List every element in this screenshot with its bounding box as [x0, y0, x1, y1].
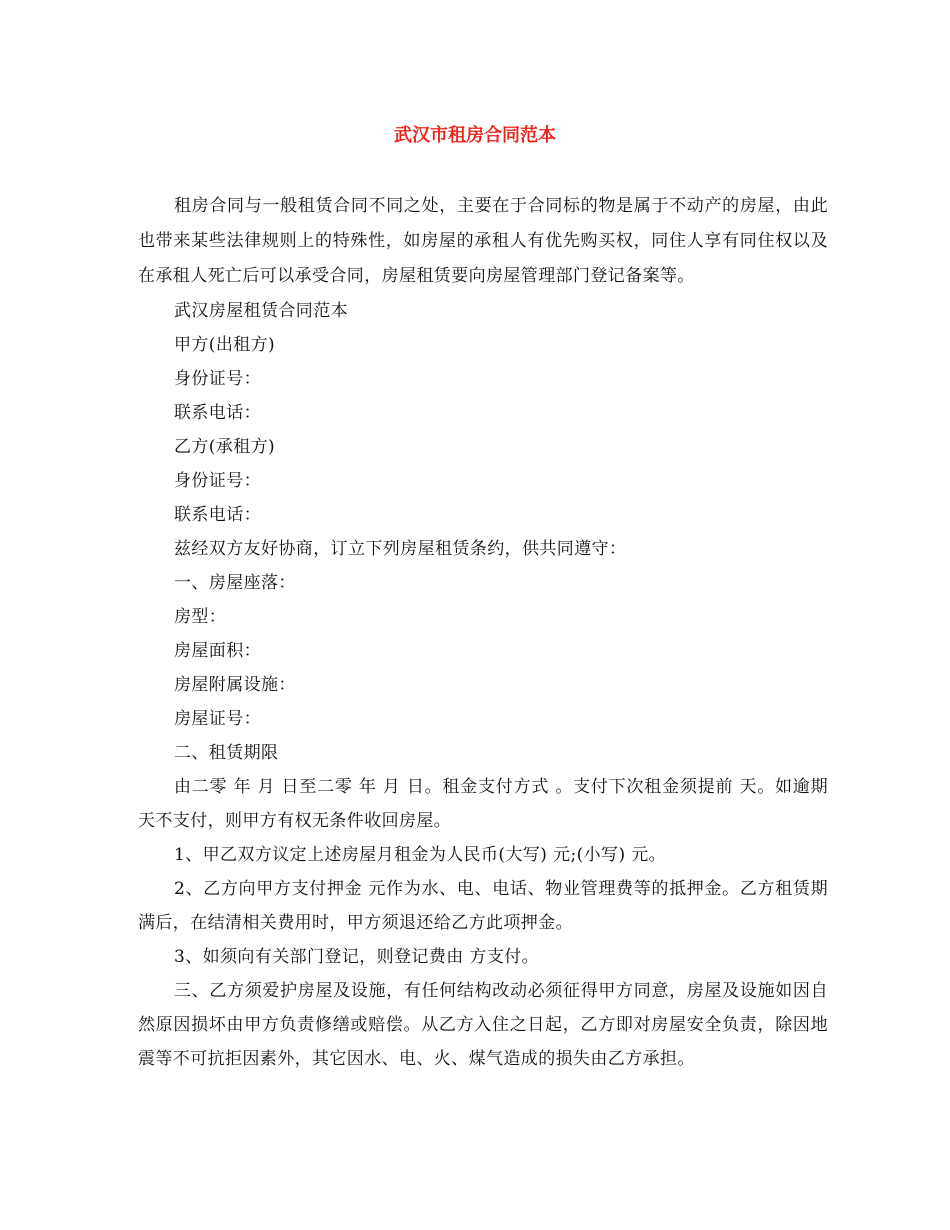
intro-paragraph: 租房合同与一般租赁合同不同之处，主要在于合同标的物是属于不动产的房屋，由此也带来某些法律规则上的特殊性，如房屋的承租人有优先购买权，同住人享有同住权以及在承租人死亡后可以承受合同，房屋租赁要向房屋管理部门登记备案等。 [138, 196, 828, 286]
agreement-preamble: 兹经双方友好协商，订立下列房屋租赁条约，供共同遵守： [174, 539, 627, 559]
house-area-label: 房屋面积： [174, 641, 261, 661]
document-title: 武汉市租房合同范本 [394, 125, 556, 146]
party-a-phone-label: 联系电话： [174, 403, 261, 423]
term-paragraph: 由二零 年 月 日至二零 年 月 日。租金支付方式 。支付下次租金须提前 天。如逾期 天不支付，则甲方有权无条件收回房屋。 [138, 777, 828, 831]
party-a-id-label: 身份证号： [174, 369, 261, 389]
party-b-phone-label: 联系电话： [174, 505, 261, 525]
house-certificate-label: 房屋证号： [174, 709, 261, 729]
document-body [138, 189, 828, 1076]
party-b-id-label: 身份证号： [174, 471, 261, 491]
section-1-location: 一、房屋座落： [174, 573, 296, 593]
contract-heading: 武汉房屋租赁合同范本 [174, 301, 348, 321]
deposit-clause-2: 2、乙方向甲方支付押金 元作为水、电、电话、物业管理费等的抵押金。乙方租赁期满后，在结清相关费用时，甲方须退还给乙方此项押金。 [138, 879, 828, 933]
section-3-maintenance: 三、乙方须爱护房屋及设施，有任何结构改动必须征得甲方同意，房屋及设施如因自然原因损坏由甲方负责修缮或赔偿。从乙方入住之日起，乙方即对房屋安全负责，除因地震等不可抗拒因素外，其它因水、电、火、煤气造成的损失由乙方承担。 [138, 981, 828, 1069]
house-type-label: 房型： [174, 607, 227, 627]
registration-clause-3: 3、如须向有关部门登记，则登记费由 方支付。 [174, 947, 540, 967]
party-b-label: 乙方(承租方) [174, 437, 276, 457]
party-a-label: 甲方(出租方) [174, 335, 276, 355]
rent-clause-1: 1、甲乙双方议定上述房屋月租金为人民币(大写) 元;(小写) 元。 [174, 845, 667, 865]
house-facilities-label: 房屋附属设施： [174, 675, 296, 695]
section-2-term: 二、租赁期限 [174, 743, 279, 763]
